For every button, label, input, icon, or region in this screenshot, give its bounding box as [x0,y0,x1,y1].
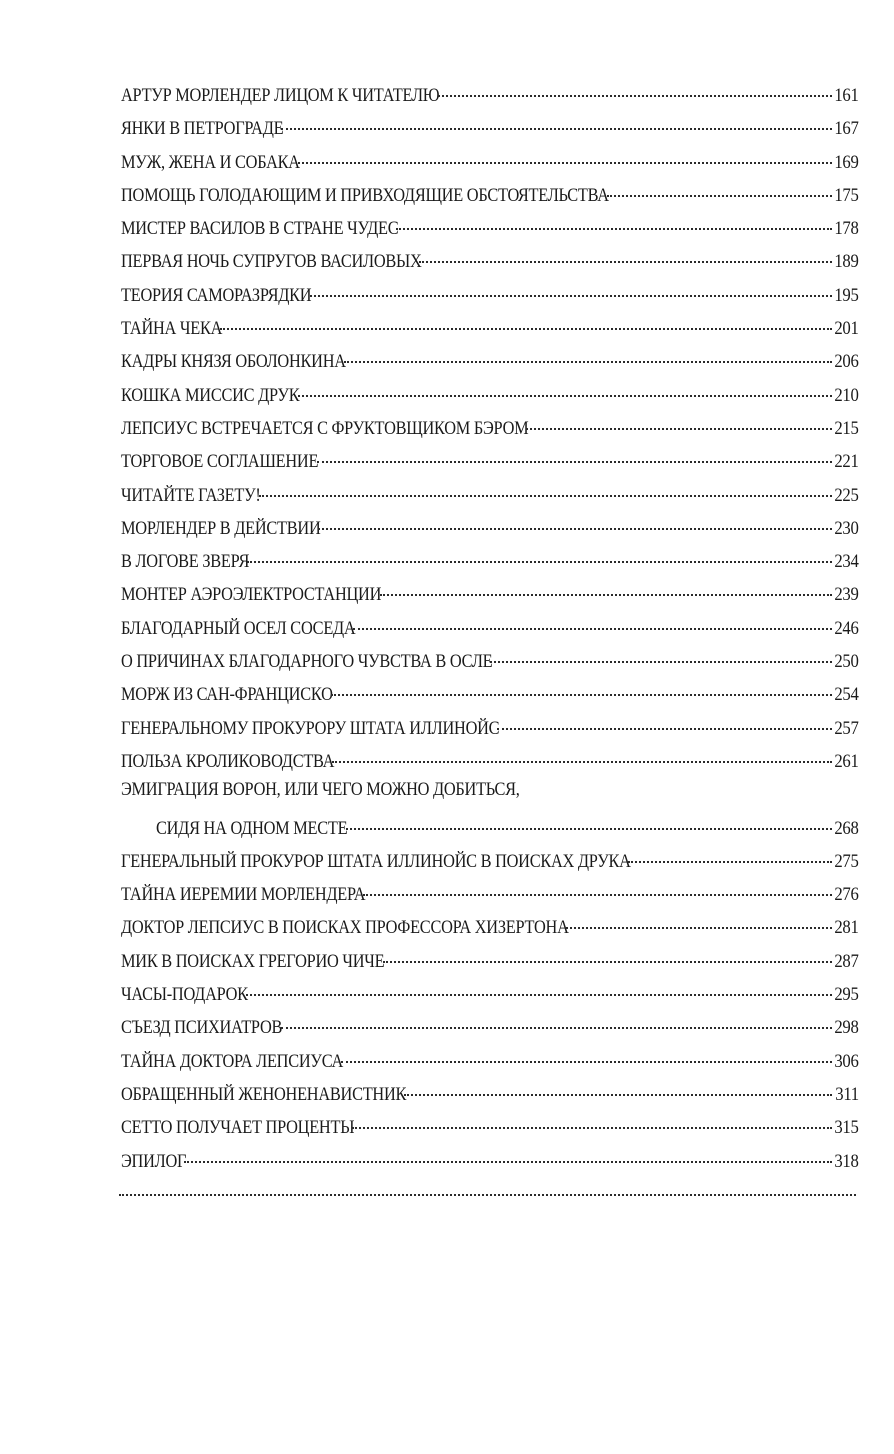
toc-entry-page: 281 [834,917,859,939]
dot-leader [246,975,832,996]
toc-entry-title: ТОРГОВОЕ СОГЛАШЕНИЕ [121,451,319,473]
dot-leader [607,176,832,197]
toc-entry [121,346,859,379]
toc-entry-page: 268 [834,817,859,839]
toc-entry [121,679,859,712]
toc-entry [121,280,859,313]
dot-leader [363,875,832,896]
dot-leader [184,1142,832,1163]
toc-entry-page: 161 [834,85,859,106]
dot-leader [298,376,832,397]
toc-entry-page: 189 [834,251,859,273]
toc-entry [121,246,859,279]
toc-entry-page: 215 [834,417,859,439]
toc-entry-title: ОБРАЩЕННЫЙ ЖЕНОНЕНАВИСТНИК [121,1083,407,1105]
toc-entry [121,713,859,746]
dot-leader [259,476,832,497]
toc-entry-page: 246 [834,617,859,639]
toc-entry-title: МУЖ, ЖЕНА И СОБАКА [121,151,300,173]
dot-leader [352,1108,832,1129]
toc-entry [121,1046,859,1079]
dot-leader [332,742,832,763]
toc-entry [121,613,859,646]
toc-entry-page: 206 [834,351,859,373]
toc-entry-page: 169 [834,151,859,173]
toc-entry [121,413,859,446]
dot-leader [281,1008,833,1029]
toc-entry-page: 318 [834,1150,859,1172]
toc-entry-title: ДОКТОР ЛЕПСИУС В ПОИСКАХ ПРОФЕССОРА ХИЗЕРТОНА [121,917,569,939]
dot-leader [281,109,832,130]
toc-entry [121,846,859,879]
dot-leader [346,809,832,830]
toc-entry [121,1079,859,1112]
dot-leader [404,1075,833,1096]
toc-entry [121,313,859,346]
dot-leader [247,542,832,563]
toc-entry-title: В ЛОГОВЕ ЗВЕРЯ [121,551,250,573]
toc-entry-page: 275 [834,850,859,872]
toc-entry [121,480,859,513]
toc-entry-title: ГЕНЕРАЛЬНОМУ ПРОКУРОРУ ШТАТА ИЛЛИНОЙС [121,717,500,739]
toc-entry-title: О ПРИЧИНАХ БЛАГОДАРНОГО ЧУВСТВА В ОСЛЕ [121,651,493,673]
toc-entry [121,646,859,679]
toc-entry-title: ЯНКИ В ПЕТРОГРАДЕ [121,118,284,140]
toc-entry-title: МИК В ПОИСКАХ ГРЕГОРИО ЧИЧЕ [121,950,385,972]
toc-entry [121,1012,859,1045]
toc-entry-title: СИДЯ НА ОДНОМ МЕСТЕ [156,817,348,839]
toc-entry [121,147,859,180]
dot-leader [341,1042,832,1063]
toc-entry-page: 254 [834,684,859,706]
toc-entry-title: ЭПИЛОГ [121,1150,187,1172]
toc-entry [121,879,859,912]
toc-entry-multiline-first [121,779,859,812]
toc-entry-title: ЧАСЫ-ПОДАРОК [121,984,248,1006]
toc-entry-title: ЛЕПСИУС ВСТРЕЧАЕТСЯ С ФРУКТОВЩИКОМ БЭРОМ [121,417,529,439]
dot-leader [419,242,832,263]
toc-entry-page: 210 [834,384,859,406]
toc-entry-title: СЪЕЗД ПСИХИАТРОВ [121,1017,283,1039]
dot-leader [497,709,832,730]
toc-entry [121,1146,859,1179]
toc-entry-page: 295 [834,984,859,1006]
toc-entry-page: 221 [834,451,859,473]
dot-leader [628,842,832,863]
toc-entry-title: МОНТЕР АЭРОЭЛЕКТРОСТАНЦИИ [121,584,382,606]
table-of-contents [121,80,859,1212]
toc-entry [121,946,859,979]
toc-entry [121,912,859,945]
dot-leader [383,942,832,963]
toc-entry-title: МОРЛЕНДЕР В ДЕЙСТВИИ [121,517,321,539]
toc-entry-title: ЧИТАЙТЕ ГАЗЕТУ! [121,484,261,506]
toc-entry [121,579,859,612]
toc-entry-page: 311 [835,1083,859,1105]
toc-entry [121,180,859,213]
toc-entry-page: 175 [834,184,859,206]
toc-entry-title: ТАЙНА ДОКТОРА ЛЕПСИУСА [121,1050,344,1072]
dot-leader [490,642,832,663]
dot-leader [119,1175,856,1196]
toc-entry-page: 178 [834,218,859,240]
toc-entry [121,113,859,146]
toc-entry-title: ТАЙНА ЧЕКА [121,318,223,340]
dot-leader [566,908,832,929]
toc-entry-page: 287 [834,950,859,972]
dot-leader [298,143,832,164]
toc-entry-page: 230 [834,517,859,539]
toc-entry-title: МИСТЕР ВАСИЛОВ В СТРАНЕ ЧУДЕС [121,218,399,240]
toc-entry [121,80,859,113]
toc-entry-title: АРТУР МОРЛЕНДЕР ЛИЦОМ К ЧИТАТЕЛЮ [121,85,440,106]
toc-entry-multiline-second [121,813,859,846]
toc-entry-title: ГЕНЕРАЛЬНЫЙ ПРОКУРОР ШТАТА ИЛЛИНОЙС В ПОИСКАХ ДРУКА [121,850,631,872]
toc-entry-page: 257 [834,717,859,739]
dot-leader [353,609,832,630]
dot-leader [317,442,833,463]
toc-entry-page: 306 [834,1050,859,1072]
toc-entry [121,546,859,579]
toc-entry [121,513,859,546]
toc-entry-page: 315 [834,1117,859,1139]
toc-entry-title: ЭМИГРАЦИЯ ВОРОН, ИЛИ ЧЕГО МОЖНО ДОБИТЬСЯ, [121,779,520,801]
toc-entry-title: ПЕРВАЯ НОЧЬ СУПРУГОВ ВАСИЛОВЫХ [121,251,422,273]
dot-leader [344,342,832,363]
toc-entry [121,213,859,246]
toc-entry-title: КАДРЫ КНЯЗЯ ОБОЛОНКИНА [121,351,346,373]
toc-entry-page: 250 [834,651,859,673]
toc-entry-title: ПОМОЩЬ ГОЛОДАЮЩИМ И ПРИВХОДЯЩИЕ ОБСТОЯТЕЛЬСТВА [121,184,609,206]
toc-entry-page: 195 [834,284,859,306]
toc-entry-title: БЛАГОДАРНЫЙ ОСЕЛ СОСЕДА [121,617,356,639]
dot-leader [220,309,832,330]
toc-entry-title: МОРЖ ИЗ САН-ФРАНЦИСКО [121,684,333,706]
toc-entry-page: 261 [834,750,859,772]
toc-entry-page: 239 [834,584,859,606]
toc-entry-title: ПОЛЬЗА КРОЛИКОВОДСТВА [121,750,335,772]
toc-entry [121,446,859,479]
dot-leader [526,409,832,430]
toc-entry-title: КОШКА МИССИС ДРУК [121,384,300,406]
dot-leader [396,209,832,230]
dot-leader [318,509,832,530]
toc-entry-page: 234 [834,551,859,573]
toc-entry-page: 201 [834,318,859,340]
toc-entry-page: 276 [834,884,859,906]
toc-entry-page: 225 [834,484,859,506]
toc-entry-title: СЕТТО ПОЛУЧАЕТ ПРОЦЕНТЫ [121,1117,355,1139]
dot-leader [438,76,833,97]
dot-leader [331,675,832,696]
toc-entry [121,746,859,779]
toc-entry [121,1112,859,1145]
toc-entry-page: 298 [834,1017,859,1039]
toc-entry-title: ТАЙНА ИЕРЕМИИ МОРЛЕНДЕРА [121,884,366,906]
toc-entry-title: ТЕОРИЯ САМОРАЗРЯДКИ [121,284,312,306]
toc-entry [121,380,859,413]
toc-entry [121,1179,859,1212]
dot-leader [380,575,832,596]
dot-leader [310,276,832,297]
toc-entry-page: 167 [834,118,859,140]
toc-entry [121,979,859,1012]
